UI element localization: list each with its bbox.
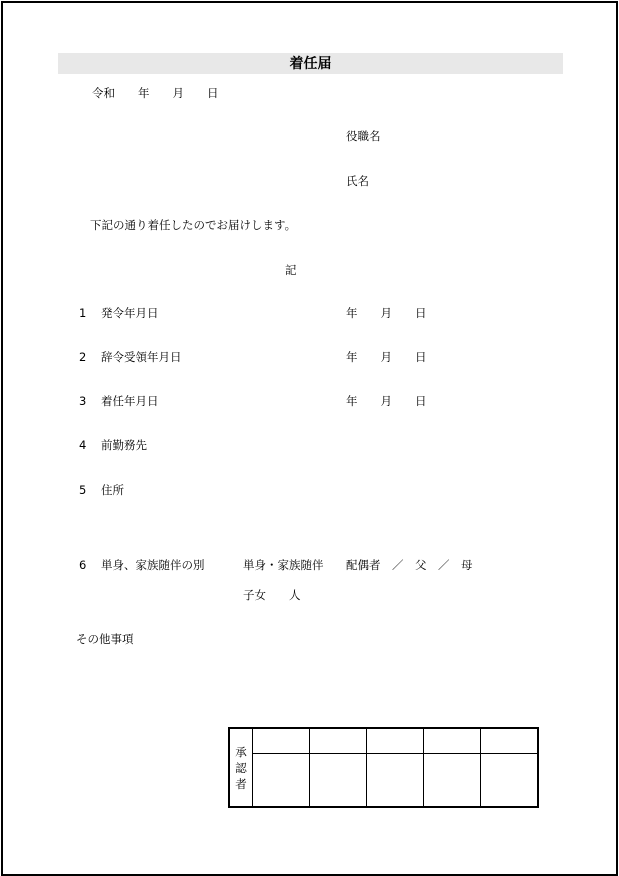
accompaniment-choice: 単身・家族随伴 [243, 558, 324, 572]
approver-stamp-cell[interactable] [481, 754, 539, 808]
approver-stamp-cell[interactable] [367, 754, 424, 808]
approver-label [229, 728, 253, 807]
children-count: 子女 人 [243, 588, 301, 602]
date-line: 令和 年 月 日 [92, 86, 219, 100]
record-mark: 記 [285, 263, 297, 277]
position-label: 役職名 [346, 129, 381, 143]
approver-stamp-cell[interactable] [253, 754, 310, 808]
item-label: 前勤務先 [101, 438, 147, 452]
item-number: 2 [79, 350, 87, 364]
approver-title-cell[interactable] [424, 728, 481, 754]
companions-choice: 配偶者 ／ 父 ／ 母 [346, 558, 473, 572]
approval-table [228, 727, 539, 808]
title-bar [58, 53, 563, 74]
approver-title-cell[interactable] [481, 728, 539, 754]
item-label: 発令年月日 [101, 306, 159, 320]
approver-label-char: 承 [235, 744, 247, 759]
approver-stamp-cell[interactable] [310, 754, 367, 808]
item-label: 着任年月日 [101, 394, 159, 408]
item-number: 4 [79, 438, 87, 452]
document-title: 着任届 [289, 56, 332, 72]
approver-title-cell[interactable] [310, 728, 367, 754]
approver-title-cell[interactable] [367, 728, 424, 754]
item-value: 年 月 日 [346, 350, 427, 364]
item-label: 単身、家族随伴の別 [101, 558, 205, 572]
item-number: 6 [79, 558, 87, 572]
item-number: 3 [79, 394, 87, 408]
approver-label-char: 認 [235, 760, 247, 775]
item-label: 辞令受領年月日 [101, 350, 182, 364]
item-label: 住所 [101, 483, 124, 497]
item-value: 年 月 日 [346, 306, 427, 320]
name-label: 氏名 [346, 174, 369, 188]
other-notes-label: その他事項 [76, 632, 134, 646]
intro-text: 下記の通り着任したのでお届けします。 [90, 218, 297, 232]
approver-stamp-cell[interactable] [424, 754, 481, 808]
approver-title-cell[interactable] [253, 728, 310, 754]
item-number: 1 [79, 306, 87, 320]
item-number: 5 [79, 483, 87, 497]
approver-label-char: 者 [235, 776, 247, 791]
item-value: 年 月 日 [346, 394, 427, 408]
